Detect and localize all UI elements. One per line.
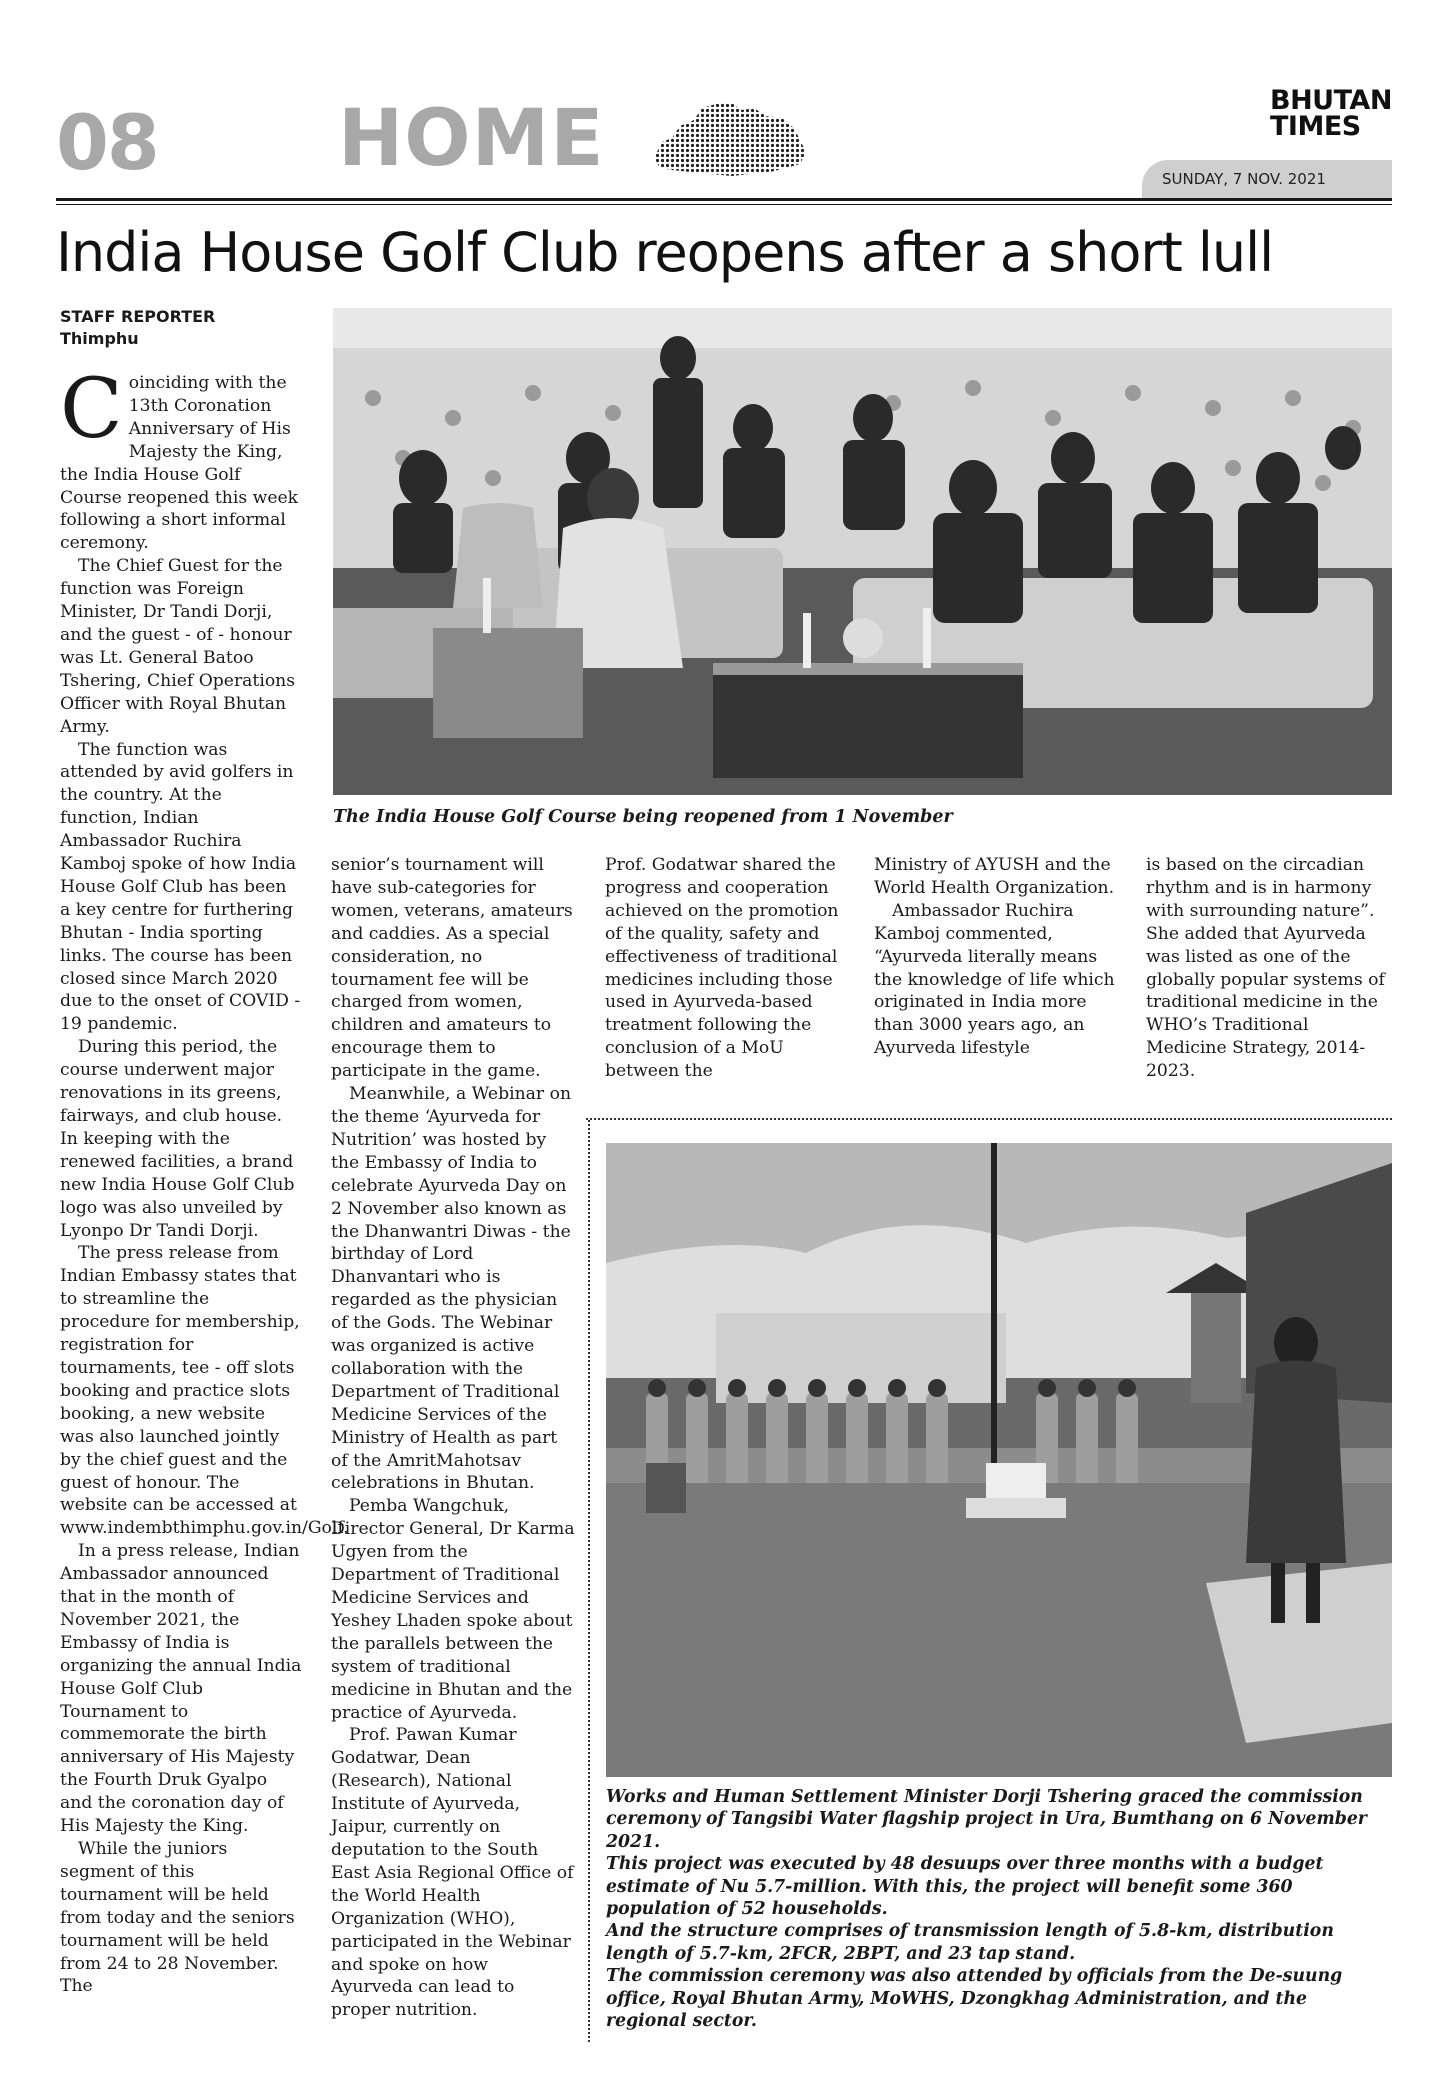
header-rule-thin	[56, 204, 1392, 205]
brand-line-1: BHUTAN	[1270, 85, 1392, 116]
paragraph: The press release from Indian Embassy states that to streamline the procedure for membership, registration for tournaments, tee - off slots booking and practice slots booking, a new website was also launched jointly by the chief guest and the guest of honour. The website can be accessed at www.indembthimphu.gov.in/Golf.	[60, 1243, 349, 1539]
sidebar-photo-caption	[606, 1786, 1392, 2032]
paragraph: Ministry of AYUSH and the World Health Organization.	[874, 855, 1115, 898]
issue-date: SUNDAY, 7 NOV. 2021	[1142, 160, 1392, 198]
section-title: HOME	[338, 94, 605, 184]
bhutan-map-icon	[650, 98, 810, 180]
sidebar-border-top	[586, 1118, 1392, 1120]
paragraph: Pemba Wangchuk, Director General, Dr Karma Ugyen from the Department of Traditional Medicine Services and Yeshey Lhaden spoke about the parallels between the system of traditional medicine in Bhutan and the practice of Ayurveda.	[331, 1496, 575, 1723]
photo-caption: The India House Golf Course being reopened from 1 November	[333, 807, 953, 827]
paragraph: Ambassador Ruchira Kamboj commented, “Ayurveda literally means the knowledge of life which originated in India more than 3000 years ago, an Ayurveda lifestyle	[874, 900, 1115, 1059]
golf-club-ceremony-photo	[333, 308, 1392, 795]
paragraph: senior’s tournament will have sub-categories for women, veterans, amateurs and caddies. As a special consideration, no tournament fee will be charged from women, children and amateurs to encourage them to participate in the game.	[331, 855, 573, 1082]
article-column-3	[605, 854, 849, 1083]
brand-line-2: TIMES	[1270, 110, 1361, 142]
paragraph: While the juniors segment of this tournament will be held from today and the seniors tournament will be held from 24 to 28 November. The	[60, 1839, 295, 1997]
brand-logo	[1270, 85, 1392, 142]
caption-line: The commission ceremony was also attended by officials from the De-suung office, Royal Bhutan Army, MoWHS, Dzongkhag Administration, and the regional sector.	[606, 1966, 1343, 2032]
article-column-5	[1146, 854, 1390, 1083]
paragraph: The Chief Guest for the function was Foreign Minister, Dr Tandi Dorji, and the guest - of - honour was Lt. General Batoo Tshering, Chief Operations Officer with Royal Bhutan Army.	[60, 556, 296, 737]
dropcap: C	[60, 362, 123, 457]
paragraph: During this period, the course underwent major renovations in its greens, fairways, and club house. In keeping with the renewed facilities, a brand new India House Golf Club logo was also unveiled by Lyonpo Dr Tandi Dorji.	[60, 1037, 295, 1241]
paragraph: Coinciding with the 13th Coronation Anniversary of His Majesty the King, the India House Golf Course reopened this week following a short informal ceremony.	[60, 362, 299, 554]
article-column-2	[331, 854, 575, 2022]
water-project-ceremony-photo	[606, 1143, 1392, 1777]
paragraph: Meanwhile, a Webinar on the theme ‘Ayurveda for Nutrition’ was hosted by the Embassy of India to celebrate Ayurveda Day on 2 November also known as the Dhanwantri Diwas - the birthday of Lord Dhanvantari who is regarded as the physician of the Gods. The Webinar was organized is active collaboration with the Department of Traditional Medicine Services of the Ministry of Health as part of the AmritMahotsav celebrations in Bhutan.	[331, 1084, 572, 1494]
paragraph: Prof. Pawan Kumar Godatwar, Dean (Research), National Institute of Ayurveda, Jaipur, currently on deputation to the South East Asia Regional Office of the World Health Organization (WHO), participated in the Webinar and spoke on how Ayurveda can lead to proper nutrition.	[331, 1725, 574, 2021]
article-column-4	[874, 854, 1118, 1060]
byline-author: STAFF REPORTER	[60, 307, 216, 326]
page-number: 08	[56, 98, 158, 187]
paragraph: In a press release, Indian Ambassador announced that in the month of November 2021, the Embassy of India is organizing the annual India House Golf Club Tournament to commemorate the birth anniversary of His Majesty the Fourth Druk Gyalpo and the coronation day of His Majesty the King.	[60, 1541, 302, 1837]
caption-line: And the structure comprises of transmission length of 5.8-km, distribution length of 5.7-km, 2FCR, 2BPT, and 23 tap stand.	[606, 1921, 1334, 1964]
article-column-1	[60, 362, 349, 1998]
byline	[60, 306, 215, 350]
sidebar-border-left	[588, 1120, 590, 2042]
header-rule	[56, 198, 1392, 201]
byline-place: Thimphu	[60, 329, 139, 348]
caption-line: This project was executed by 48 desuups over three months with a budget estimate of Nu 5.7-million. With this, the project will benefit some 360 population of 52 households.	[606, 1854, 1324, 1920]
article-headline: India House Golf Club reopens after a short lull	[56, 221, 1274, 284]
paragraph: The function was attended by avid golfers in the country. At the function, Indian Ambassador Ruchira Kamboj spoke of how India House Golf Club has been a key centre for furthering Bhutan - India sporting links. The course has been closed since March 2020 due to the onset of COVID - 19 pandemic.	[60, 739, 301, 1035]
paragraph: is based on the circadian rhythm and is in harmony with surrounding nature”. She added that Ayurveda was listed as one of the globally popular systems of traditional medicine in the WHO’s Traditional Medicine Strategy, 2014-2023.	[1146, 855, 1385, 1082]
paragraph: Prof. Godatwar shared the progress and cooperation achieved on the promotion of the quality, safety and effectiveness of traditional medicines including those used in Ayurveda-based treatment following the conclusion of a MoU between the	[605, 855, 839, 1082]
caption-line: Works and Human Settlement Minister Dorji Tshering graced the commission ceremony of Tangsibi Water flagship project in Ura, Bumthang on 6 November 2021.	[606, 1787, 1367, 1852]
